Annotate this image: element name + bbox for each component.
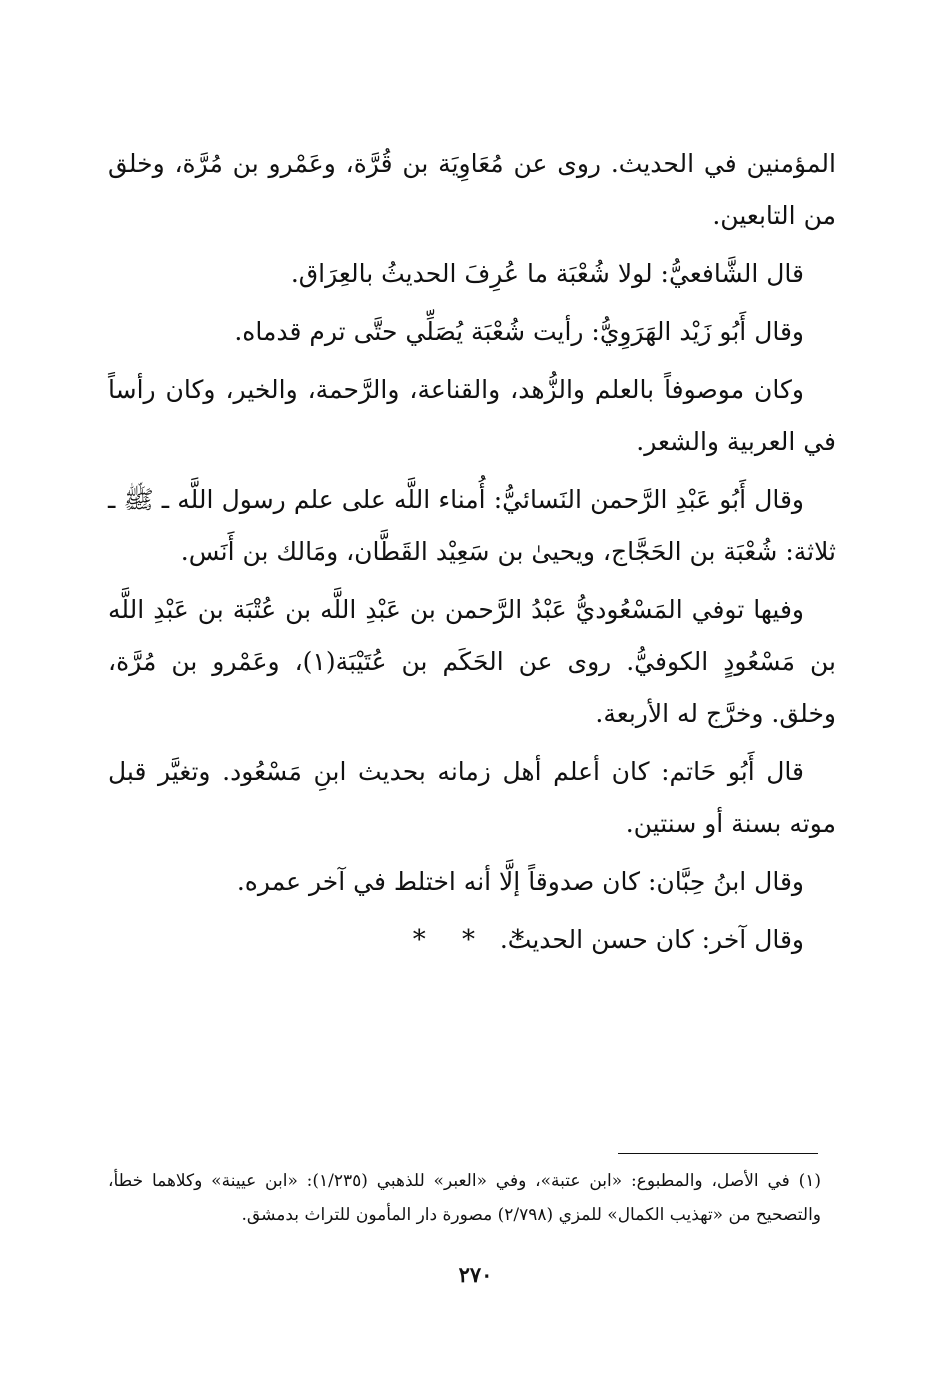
footnote-divider (618, 1153, 818, 1154)
paragraph-abu-hatim-quote: قال أَبُو حَاتم: كان أعلم أهل زمانه بحديث ابنِ مَسْعُود. وتغيَّر قبل موته بسنة أو سنتين. (108, 757, 836, 838)
paragraph-shafii-quote: قال الشَّافعيُّ: لولا شُعْبَة ما عُرِفَ الحديثُ بالعِرَاق. (290, 259, 804, 288)
paragraph-continuation: المؤمنين في الحديث. روى عن مُعَاوِيَة بن قُرَّة، وعَمْرو بن مُرَّة، وخلق من التابعين. (108, 149, 836, 230)
paragraph-harawi-quote: وقال أَبُو زَيْد الهَرَوِيُّ: رأيت شُعْبَة يُصَلِّي حتَّى ترم قدماه. (234, 317, 804, 346)
paragraph-other-quote: وقال آخر: كان حسن الحديث. (499, 925, 804, 954)
paragraph-description: وكان موصوفاً بالعلم والزُّهد، والقناعة، والرَّحمة، والخير، وكان رأساً في العربية والشعر. (108, 375, 836, 456)
paragraph-ibn-hibban-quote: وقال ابنُ حِبَّان: كان صدوقاً إلَّا أنه اختلط في آخر عمره. (236, 867, 804, 896)
paragraph-masudi-death: وفيها توفي المَسْعُوديُّ عَبْدُ الرَّحمن بن عَبْدِ اللَّه بن عُتْبَة بن عَبْدِ اللَّه بن مَسْعُودٍ الكوفيُّ. روى عن الحَكَم بن عُتَيْبَة(١)، وعَمْرو بن مُرَّة، وخلق. وخرَّج له الأربعة. (108, 595, 836, 728)
paragraph-nasai-quote: وقال أَبُو عَبْدِ الرَّحمن النَسائيُّ: أُمناء اللَّه على علم رسول اللَّه ـ ﷺ ـ ثلاثة: شُعْبَة بن الحَجَّاج، ويحيىٰ بن سَعِيْد القَطَّان، ومَالك بن أَنَس. (108, 485, 836, 566)
main-text (108, 138, 836, 972)
section-separator: * * * (412, 925, 539, 955)
footnote: (١) في الأصل، والمطبوع: «ابن عتبة»، وفي «العبر» للذهبي (١/٢٣٥): «ابن عيينة» وكلاهما خطأ، والتصحيح من «تهذيب الكمال» للمزي (٢/٧٩٨) مصورة دار المأمون للتراث بدمشق. (108, 1171, 822, 1225)
page-number: ٢٧٠ (458, 1262, 493, 1287)
